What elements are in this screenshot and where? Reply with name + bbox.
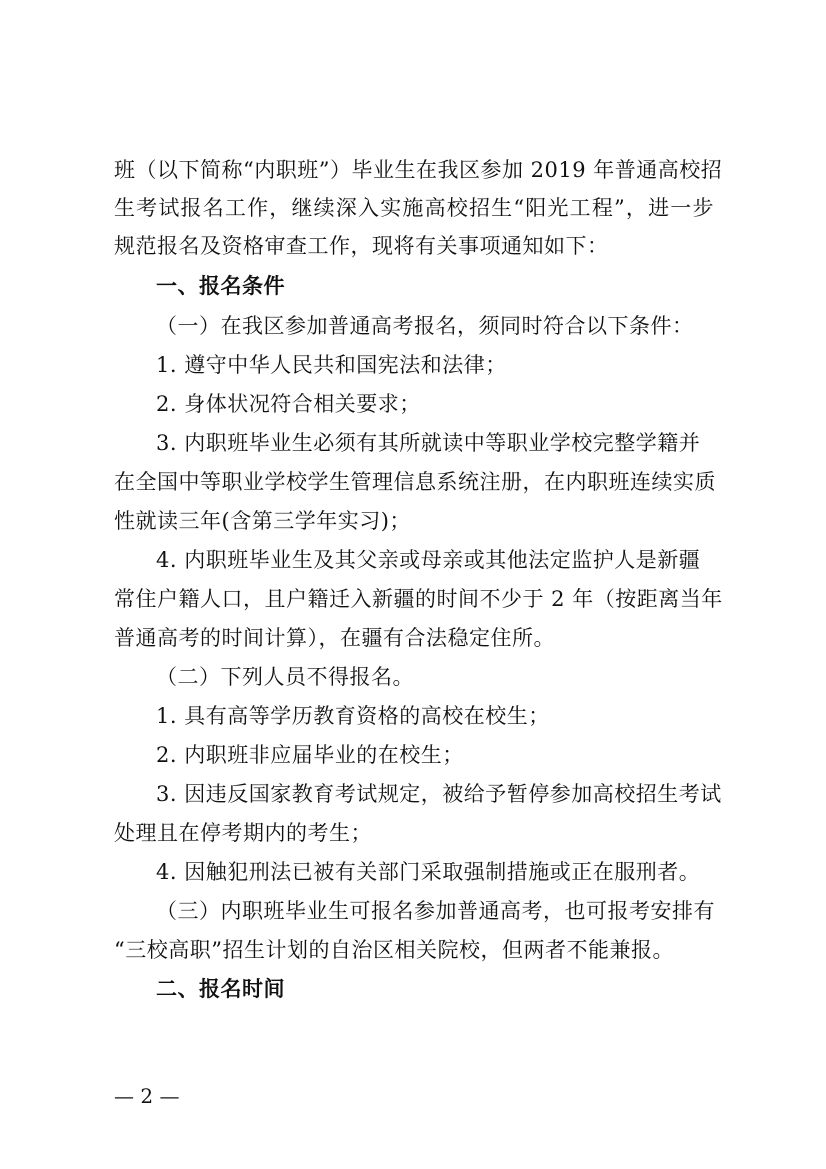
list-item: 2. 身体状况符合相关要求； bbox=[156, 392, 421, 416]
paragraph-line: 普通高考的时间计算），在疆有合法稳定住所。 bbox=[114, 626, 555, 650]
list-item: 2. 内职班非应届毕业的在校生； bbox=[156, 743, 464, 767]
paragraph-line: 性就读三年(含第三学年实习)； bbox=[114, 509, 411, 533]
subsection-heading-3: （三）内职班毕业生可报名参加普通高考，也可报考安排有 bbox=[156, 899, 715, 923]
list-item: 3. 因违反国家教育考试规定，被给予暂停参加高校招生考试 bbox=[156, 782, 722, 806]
paragraph-line: 生考试报名工作，继续深入实施高校招生“阳光工程”，进一步 bbox=[114, 196, 714, 220]
subsection-heading-1: （一）在我区参加普通高考报名，须同时符合以下条件： bbox=[156, 314, 694, 338]
paragraph-line: 处理且在停考期内的考生； bbox=[114, 821, 372, 845]
section-heading-registration-conditions: 一、报名条件 bbox=[156, 274, 285, 298]
list-item: 4. 内职班毕业生及其父亲或母亲或其他法定监护人是新疆 bbox=[156, 548, 701, 572]
paragraph-line: “三校高职”招生计划的自治区相关院校，但两者不能兼报。 bbox=[114, 938, 674, 962]
page-number: — 2 — bbox=[114, 1084, 180, 1108]
section-heading-registration-time: 二、报名时间 bbox=[156, 977, 285, 1001]
list-item: 3. 内职班毕业生必须有其所就读中等职业学校完整学籍并 bbox=[156, 431, 701, 455]
list-item: 4. 因触犯刑法已被有关部门采取强制措施或正在服刑者。 bbox=[156, 860, 701, 884]
list-item: 1. 具有高等学历教育资格的高校在校生； bbox=[156, 704, 550, 728]
list-item: 1. 遵守中华人民共和国宪法和法律； bbox=[156, 353, 507, 377]
subsection-heading-2: （二）下列人员不得报名。 bbox=[156, 665, 414, 689]
paragraph-line: 在全国中等职业学校学生管理信息系统注册，在内职班连续实质 bbox=[114, 470, 716, 494]
paragraph-line: 规范报名及资格审查工作，现将有关事项通知如下： bbox=[114, 234, 609, 258]
paragraph-line: 常住户籍人口，且户籍迁入新疆的时间不少于 2 年（按距离当年 bbox=[114, 587, 723, 611]
paragraph-line: 班（以下简称“内职班”）毕业生在我区参加 2019 年普通高校招 bbox=[114, 158, 723, 182]
